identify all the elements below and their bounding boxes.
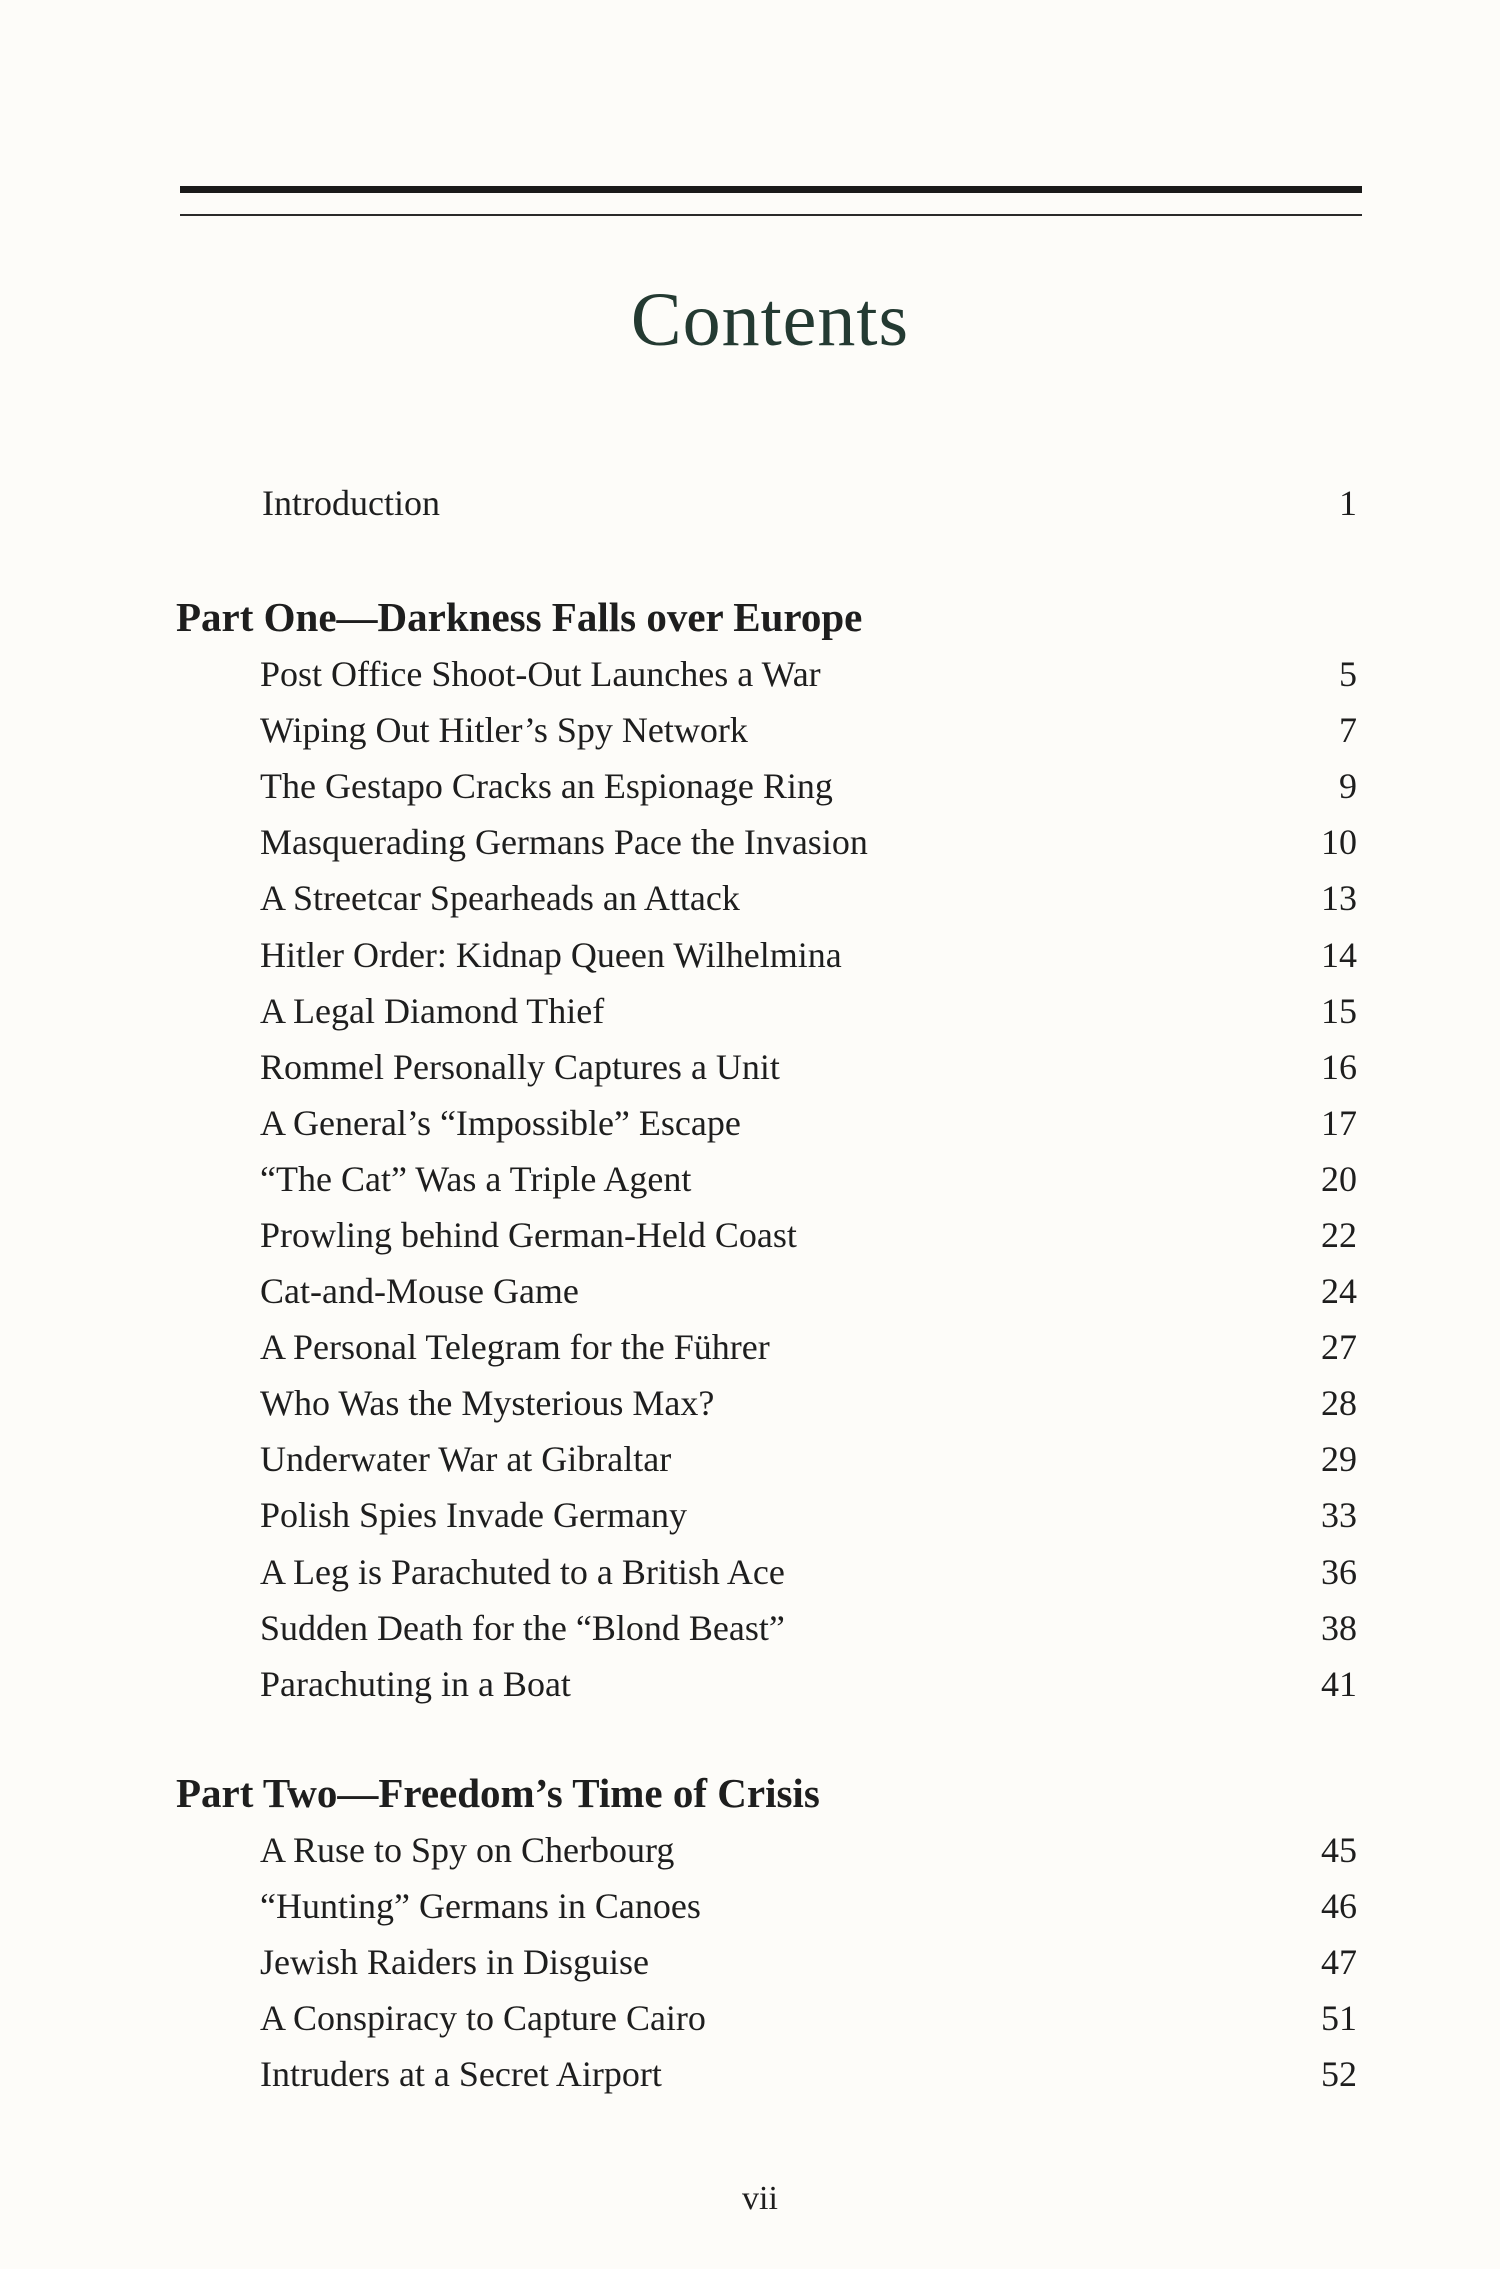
entry-page-number: 1 <box>1339 483 1357 523</box>
toc-entry <box>260 1319 1357 1375</box>
entry-title: “The Cat” Was a Triple Agent <box>260 1158 692 1199</box>
part-two-entries <box>260 1822 1357 2102</box>
entry-page-number: 41 <box>1321 1663 1357 1704</box>
toc-entry <box>260 1095 1357 1151</box>
entry-page-number: 46 <box>1321 1886 1357 1927</box>
toc-entry <box>260 870 1357 926</box>
entry-page-number: 22 <box>1321 1214 1357 1255</box>
entry-title: A Ruse to Spy on Cherbourg <box>260 1830 675 1871</box>
toc-entry <box>260 1878 1357 1934</box>
toc-entry <box>260 1151 1357 1207</box>
entry-title: “Hunting” Germans in Canoes <box>260 1886 701 1927</box>
entry-title: A Streetcar Spearheads an Attack <box>260 878 740 919</box>
entry-title: Parachuting in a Boat <box>260 1663 571 1704</box>
entry-page-number: 7 <box>1339 710 1357 751</box>
entry-title: Polish Spies Invade Germany <box>260 1495 687 1536</box>
entry-page-number: 47 <box>1321 1942 1357 1983</box>
entry-title: A Conspiracy to Capture Cairo <box>260 1998 706 2039</box>
entry-title: The Gestapo Cracks an Espionage Ring <box>260 766 833 807</box>
entry-title: A Legal Diamond Thief <box>260 990 605 1031</box>
toc-entry <box>260 983 1357 1039</box>
entry-title: Jewish Raiders in Disguise <box>260 1942 649 1983</box>
entry-title: Who Was the Mysterious Max? <box>260 1383 715 1424</box>
entry-page-number: 5 <box>1339 654 1357 695</box>
entry-page-number: 17 <box>1321 1102 1357 1143</box>
entry-page-number: 51 <box>1321 1998 1357 2039</box>
page-title: Contents <box>630 278 910 362</box>
entry-title: Rommel Personally Captures a Unit <box>260 1046 780 1087</box>
toc-entry <box>260 1934 1357 1990</box>
toc-entry <box>260 814 1357 870</box>
toc-entry <box>260 1375 1357 1431</box>
toc-entry <box>260 646 1357 702</box>
entry-title: Introduction <box>262 483 440 523</box>
entry-title: Underwater War at Gibraltar <box>260 1439 672 1480</box>
entry-page-number: 16 <box>1321 1046 1357 1087</box>
toc-entry <box>260 1656 1357 1712</box>
part-two-heading: Part Two—Freedom’s Time of Crisis <box>176 1770 820 1816</box>
entry-title: Prowling behind German-Held Coast <box>260 1214 797 1255</box>
entry-title: Wiping Out Hitler’s Spy Network <box>260 710 748 751</box>
top-rule-thin <box>180 214 1362 216</box>
entry-page-number: 28 <box>1321 1383 1357 1424</box>
entry-title: A Leg is Parachuted to a British Ace <box>260 1551 785 1592</box>
toc-entry <box>260 1544 1357 1600</box>
entry-title: Hitler Order: Kidnap Queen Wilhelmina <box>260 934 842 975</box>
entry-page-number: 45 <box>1321 1830 1357 1871</box>
part-one-heading: Part One—Darkness Falls over Europe <box>176 594 863 640</box>
toc-entry <box>260 2046 1357 2102</box>
toc-entry <box>260 1822 1357 1878</box>
entry-page-number: 33 <box>1321 1495 1357 1536</box>
entry-page-number: 52 <box>1321 2054 1357 2095</box>
entry-title: Masquerading Germans Pace the Invasion <box>260 822 868 863</box>
entry-page-number: 14 <box>1321 934 1357 975</box>
page-number-folio: vii <box>742 2180 778 2217</box>
part-one-entries <box>260 646 1357 1712</box>
entry-title: Post Office Shoot-Out Launches a War <box>260 654 821 695</box>
toc-entry <box>260 1990 1357 2046</box>
entry-title: Intruders at a Secret Airport <box>260 2054 662 2095</box>
entry-page-number: 13 <box>1321 878 1357 919</box>
entry-title: A General’s “Impossible” Escape <box>260 1102 741 1143</box>
entry-title: A Personal Telegram for the Führer <box>260 1327 770 1368</box>
toc-entry-introduction <box>262 482 1357 528</box>
toc-entry <box>260 758 1357 814</box>
entry-page-number: 15 <box>1321 990 1357 1031</box>
toc-entry <box>260 1039 1357 1095</box>
entry-page-number: 36 <box>1321 1551 1357 1592</box>
entry-page-number: 24 <box>1321 1271 1357 1312</box>
entry-page-number: 20 <box>1321 1158 1357 1199</box>
entry-title: Sudden Death for the “Blond Beast” <box>260 1607 785 1648</box>
entry-page-number: 29 <box>1321 1439 1357 1480</box>
toc-entry <box>260 1431 1357 1487</box>
toc-entry <box>260 1487 1357 1543</box>
entry-page-number: 10 <box>1321 822 1357 863</box>
entry-page-number: 9 <box>1339 766 1357 807</box>
entry-title: Cat-and-Mouse Game <box>260 1271 579 1312</box>
toc-entry <box>260 1207 1357 1263</box>
toc-entry <box>260 926 1357 982</box>
entry-page-number: 38 <box>1321 1607 1357 1648</box>
entry-page-number: 27 <box>1321 1327 1357 1368</box>
top-rule-thick <box>180 186 1362 193</box>
toc-entry <box>260 702 1357 758</box>
toc-entry <box>260 1600 1357 1656</box>
toc-entry <box>260 1263 1357 1319</box>
